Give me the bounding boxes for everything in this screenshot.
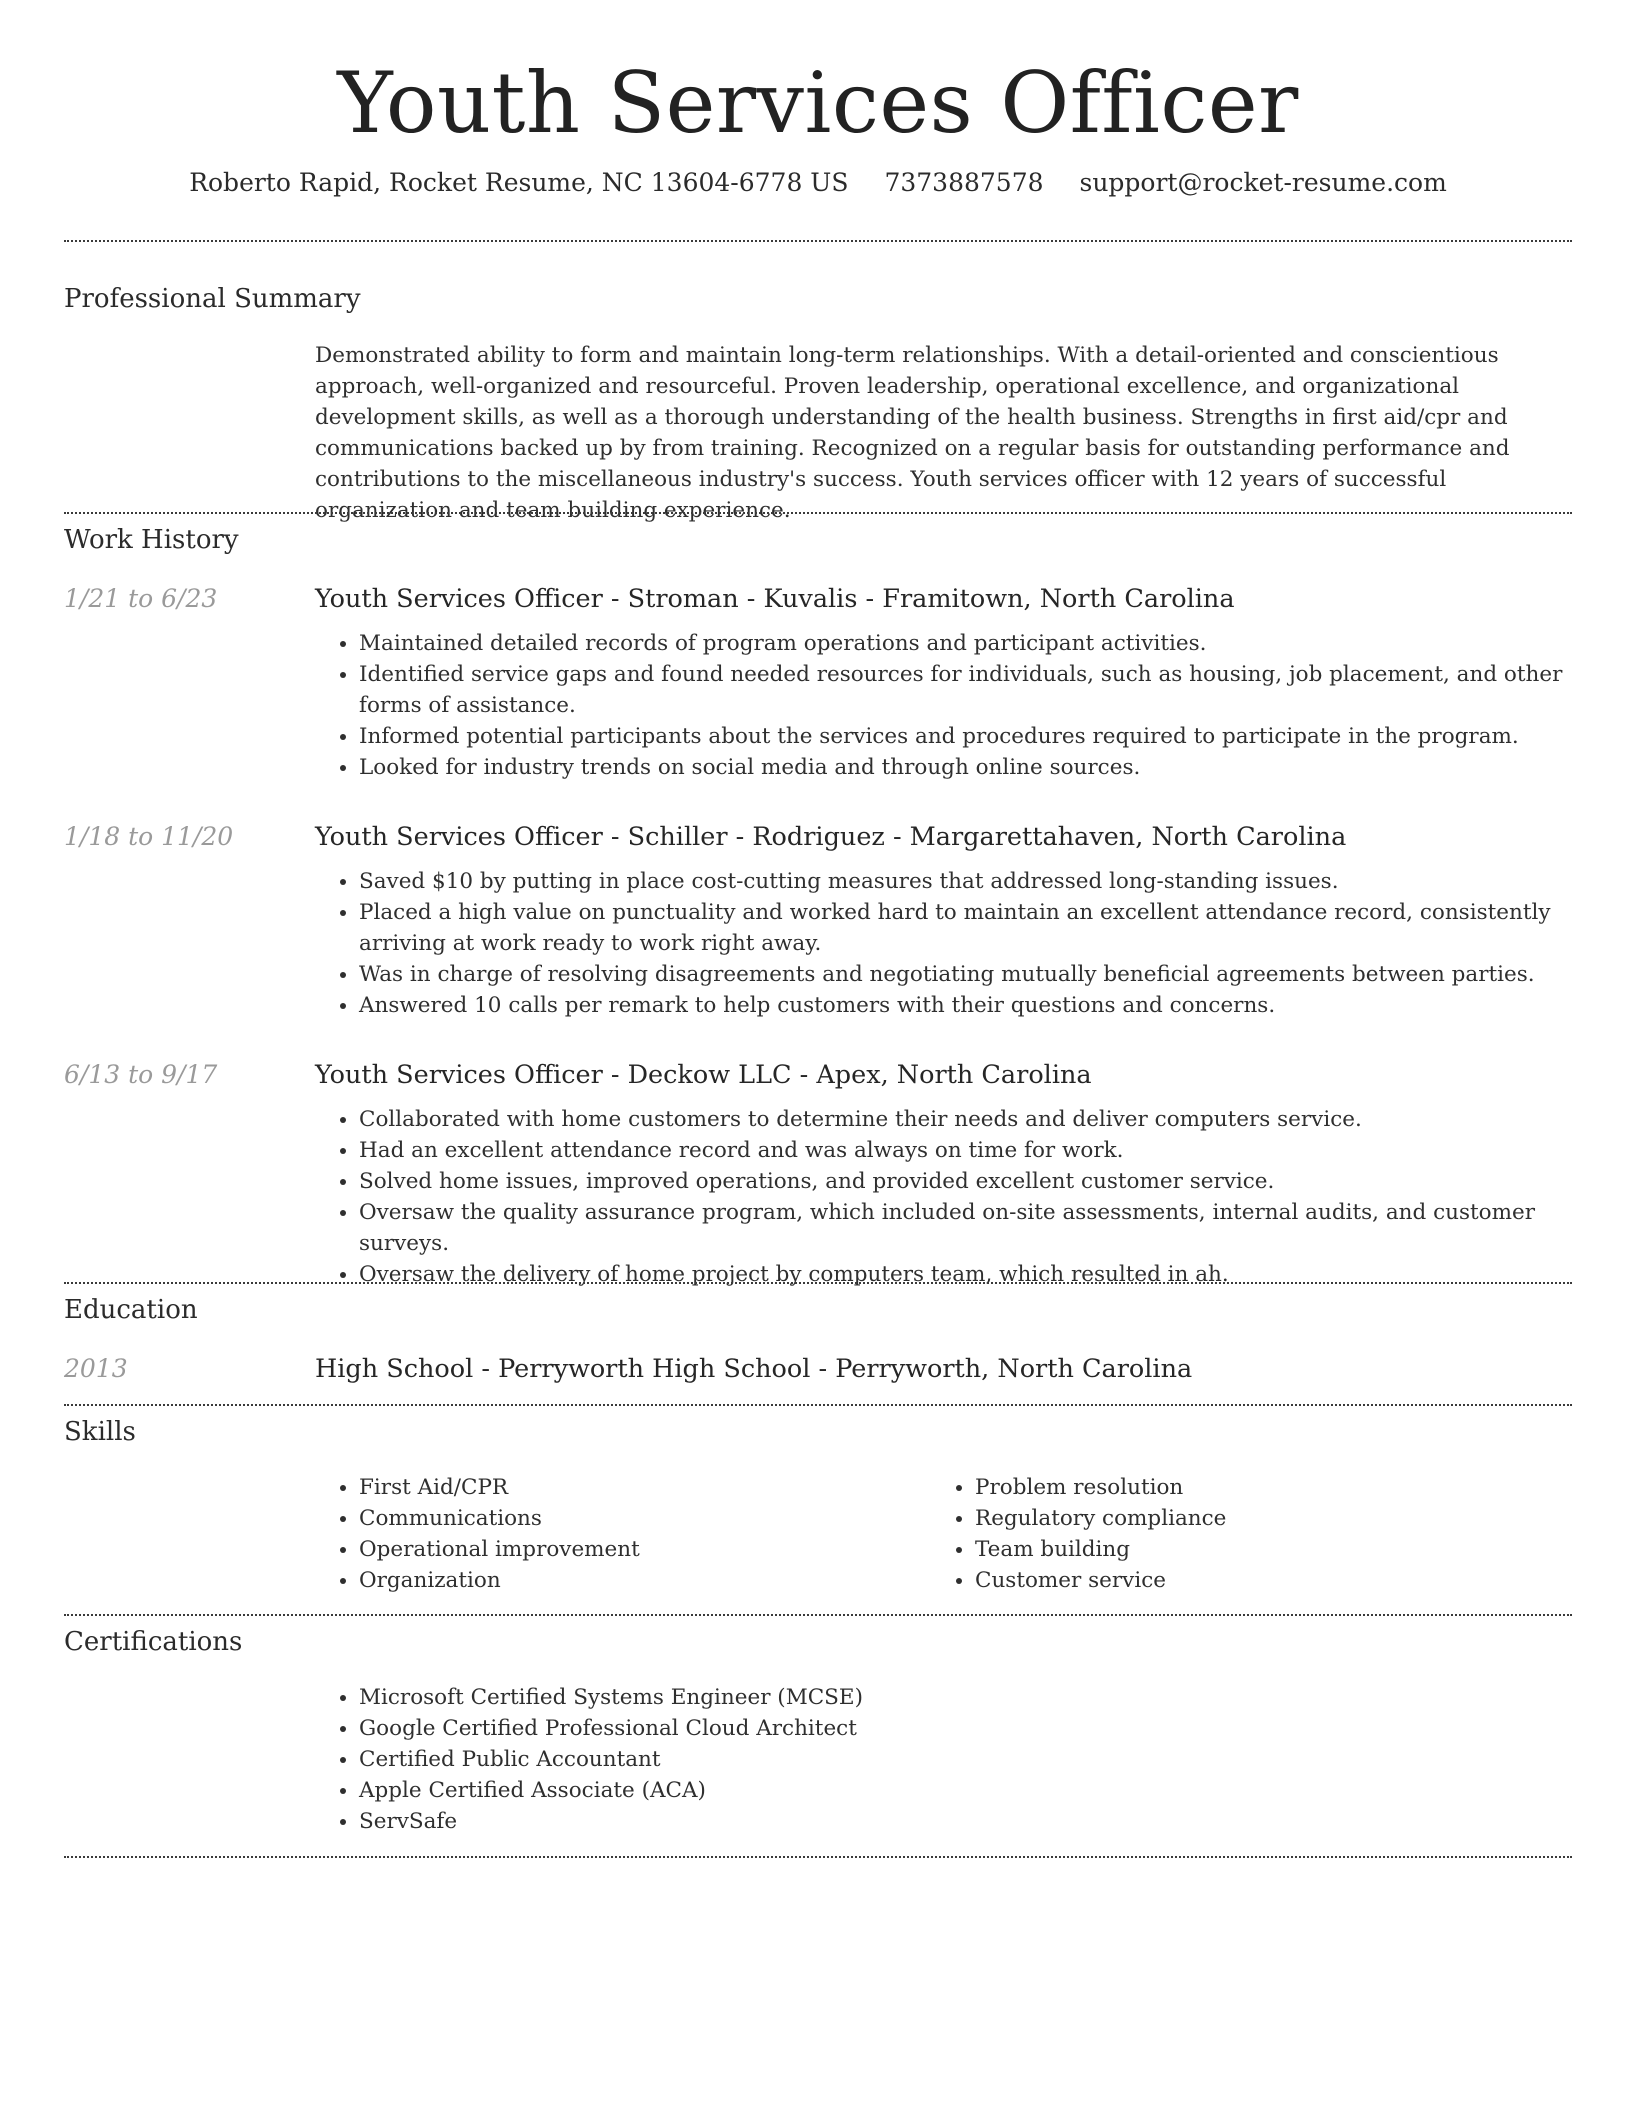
job-date: 6/13 to 9/17 bbox=[64, 1060, 218, 1089]
skills-column-left bbox=[315, 1472, 640, 1596]
divider bbox=[64, 1856, 1572, 1858]
list-item: • Informed potential participants about the services and procedures required to participate in the program. bbox=[359, 721, 1572, 752]
list-item: • Communications bbox=[359, 1503, 640, 1534]
job-title: Youth Services Officer - Schiller - Rodriguez - Margarettahaven, North Carolina bbox=[315, 822, 1347, 852]
contact-line bbox=[64, 166, 1572, 200]
list-item: • Customer service bbox=[975, 1565, 1226, 1596]
section-title-work: Work History bbox=[64, 525, 239, 555]
contact-email: support@rocket-resume.com bbox=[1079, 168, 1447, 197]
summary-text: Demonstrated ability to form and maintain long-term relationships. With a detail-oriented and conscientious approach, well-organized and resourceful. Proven leadership, operational excellence, and organizational development skills, as well as a thorough understanding of the health business. Strengths in first aid/cpr and communications backed up by from training. Recognized on a regular basis for outstanding performance and contributions to the miscellaneous industry's success. Youth services officer with 12 years of successful organization and team building experience. bbox=[315, 343, 1510, 523]
list-item: • Solved home issues, improved operations, and provided excellent customer service. bbox=[359, 1166, 1572, 1197]
list-item: • Organization bbox=[359, 1565, 640, 1596]
list-item: • Collaborated with home customers to determine their needs and deliver computers service. bbox=[359, 1104, 1572, 1135]
divider bbox=[64, 512, 1572, 514]
list-item: • Placed a high value on punctuality and worked hard to maintain an excellent attendance record, consistently arriving at work ready to work right away. bbox=[359, 897, 1572, 959]
list-item: • Oversaw the quality assurance program, which included on-site assessments, internal audits, and customer surveys. bbox=[359, 1197, 1572, 1259]
job-bullets bbox=[315, 866, 1572, 1021]
resume-page bbox=[64, 0, 1572, 1834]
list-item: • Problem resolution bbox=[975, 1472, 1226, 1503]
skills-list bbox=[315, 1460, 1572, 1600]
list-item: • First Aid/CPR bbox=[359, 1472, 640, 1503]
section-title-summary: Professional Summary bbox=[64, 284, 361, 314]
job-title: Youth Services Officer - Deckow LLC - Apex, North Carolina bbox=[315, 1060, 1092, 1090]
section-title-education: Education bbox=[64, 1295, 198, 1325]
list-item: • Saved $10 by putting in place cost-cutting measures that addressed long-standing issues. bbox=[359, 866, 1572, 897]
list-item: • Google Certified Professional Cloud Architect bbox=[359, 1713, 1572, 1744]
skills-column-right bbox=[931, 1472, 1226, 1596]
certifications-list bbox=[315, 1670, 1572, 1837]
list-item: • Team building bbox=[975, 1534, 1226, 1565]
page-title: Youth Services Officer bbox=[337, 54, 1299, 152]
list-item: • Was in charge of resolving disagreements and negotiating mutually beneficial agreements between parties. bbox=[359, 959, 1572, 990]
job-title: Youth Services Officer - Stroman - Kuvalis - Framitown, North Carolina bbox=[315, 584, 1235, 614]
list-item: • Oversaw the delivery of home project by computers team, which resulted in ah. bbox=[359, 1259, 1572, 1290]
section-title-skills: Skills bbox=[64, 1417, 136, 1447]
divider bbox=[64, 1404, 1572, 1406]
list-item: • Certified Public Accountant bbox=[359, 1744, 1572, 1775]
divider bbox=[64, 240, 1572, 242]
job-date: 1/18 to 11/20 bbox=[64, 822, 234, 851]
list-item: • Had an excellent attendance record and was always on time for work. bbox=[359, 1135, 1572, 1166]
list-item: • Regulatory compliance bbox=[975, 1503, 1226, 1534]
section-title-certifications: Certifications bbox=[64, 1627, 243, 1657]
list-item: • ServSafe bbox=[359, 1806, 1572, 1837]
contact-address: Roberto Rapid, Rocket Resume, NC 13604-6778 US bbox=[189, 168, 849, 197]
list-item: • Apple Certified Associate (ACA) bbox=[359, 1775, 1572, 1806]
job-bullets bbox=[315, 1104, 1572, 1290]
contact-phone: 7373887578 bbox=[884, 168, 1044, 197]
list-item: • Answered 10 calls per remark to help customers with their questions and concerns. bbox=[359, 990, 1572, 1021]
divider bbox=[64, 1282, 1572, 1284]
list-item: • Looked for industry trends on social media and through online sources. bbox=[359, 752, 1572, 783]
list-item: • Microsoft Certified Systems Engineer (MCSE) bbox=[359, 1682, 1572, 1713]
list-item: • Maintained detailed records of program operations and participant activities. bbox=[359, 628, 1572, 659]
job-bullets bbox=[315, 628, 1572, 783]
education-entry: High School - Perryworth High School - Perryworth, North Carolina bbox=[315, 1354, 1193, 1384]
list-item: • Operational improvement bbox=[359, 1534, 640, 1565]
education-date: 2013 bbox=[64, 1354, 128, 1383]
list-item: • Identified service gaps and found needed resources for individuals, such as housing, job placement, and other forms of assistance. bbox=[359, 659, 1572, 721]
job-date: 1/21 to 6/23 bbox=[64, 584, 218, 613]
divider bbox=[64, 1614, 1572, 1616]
